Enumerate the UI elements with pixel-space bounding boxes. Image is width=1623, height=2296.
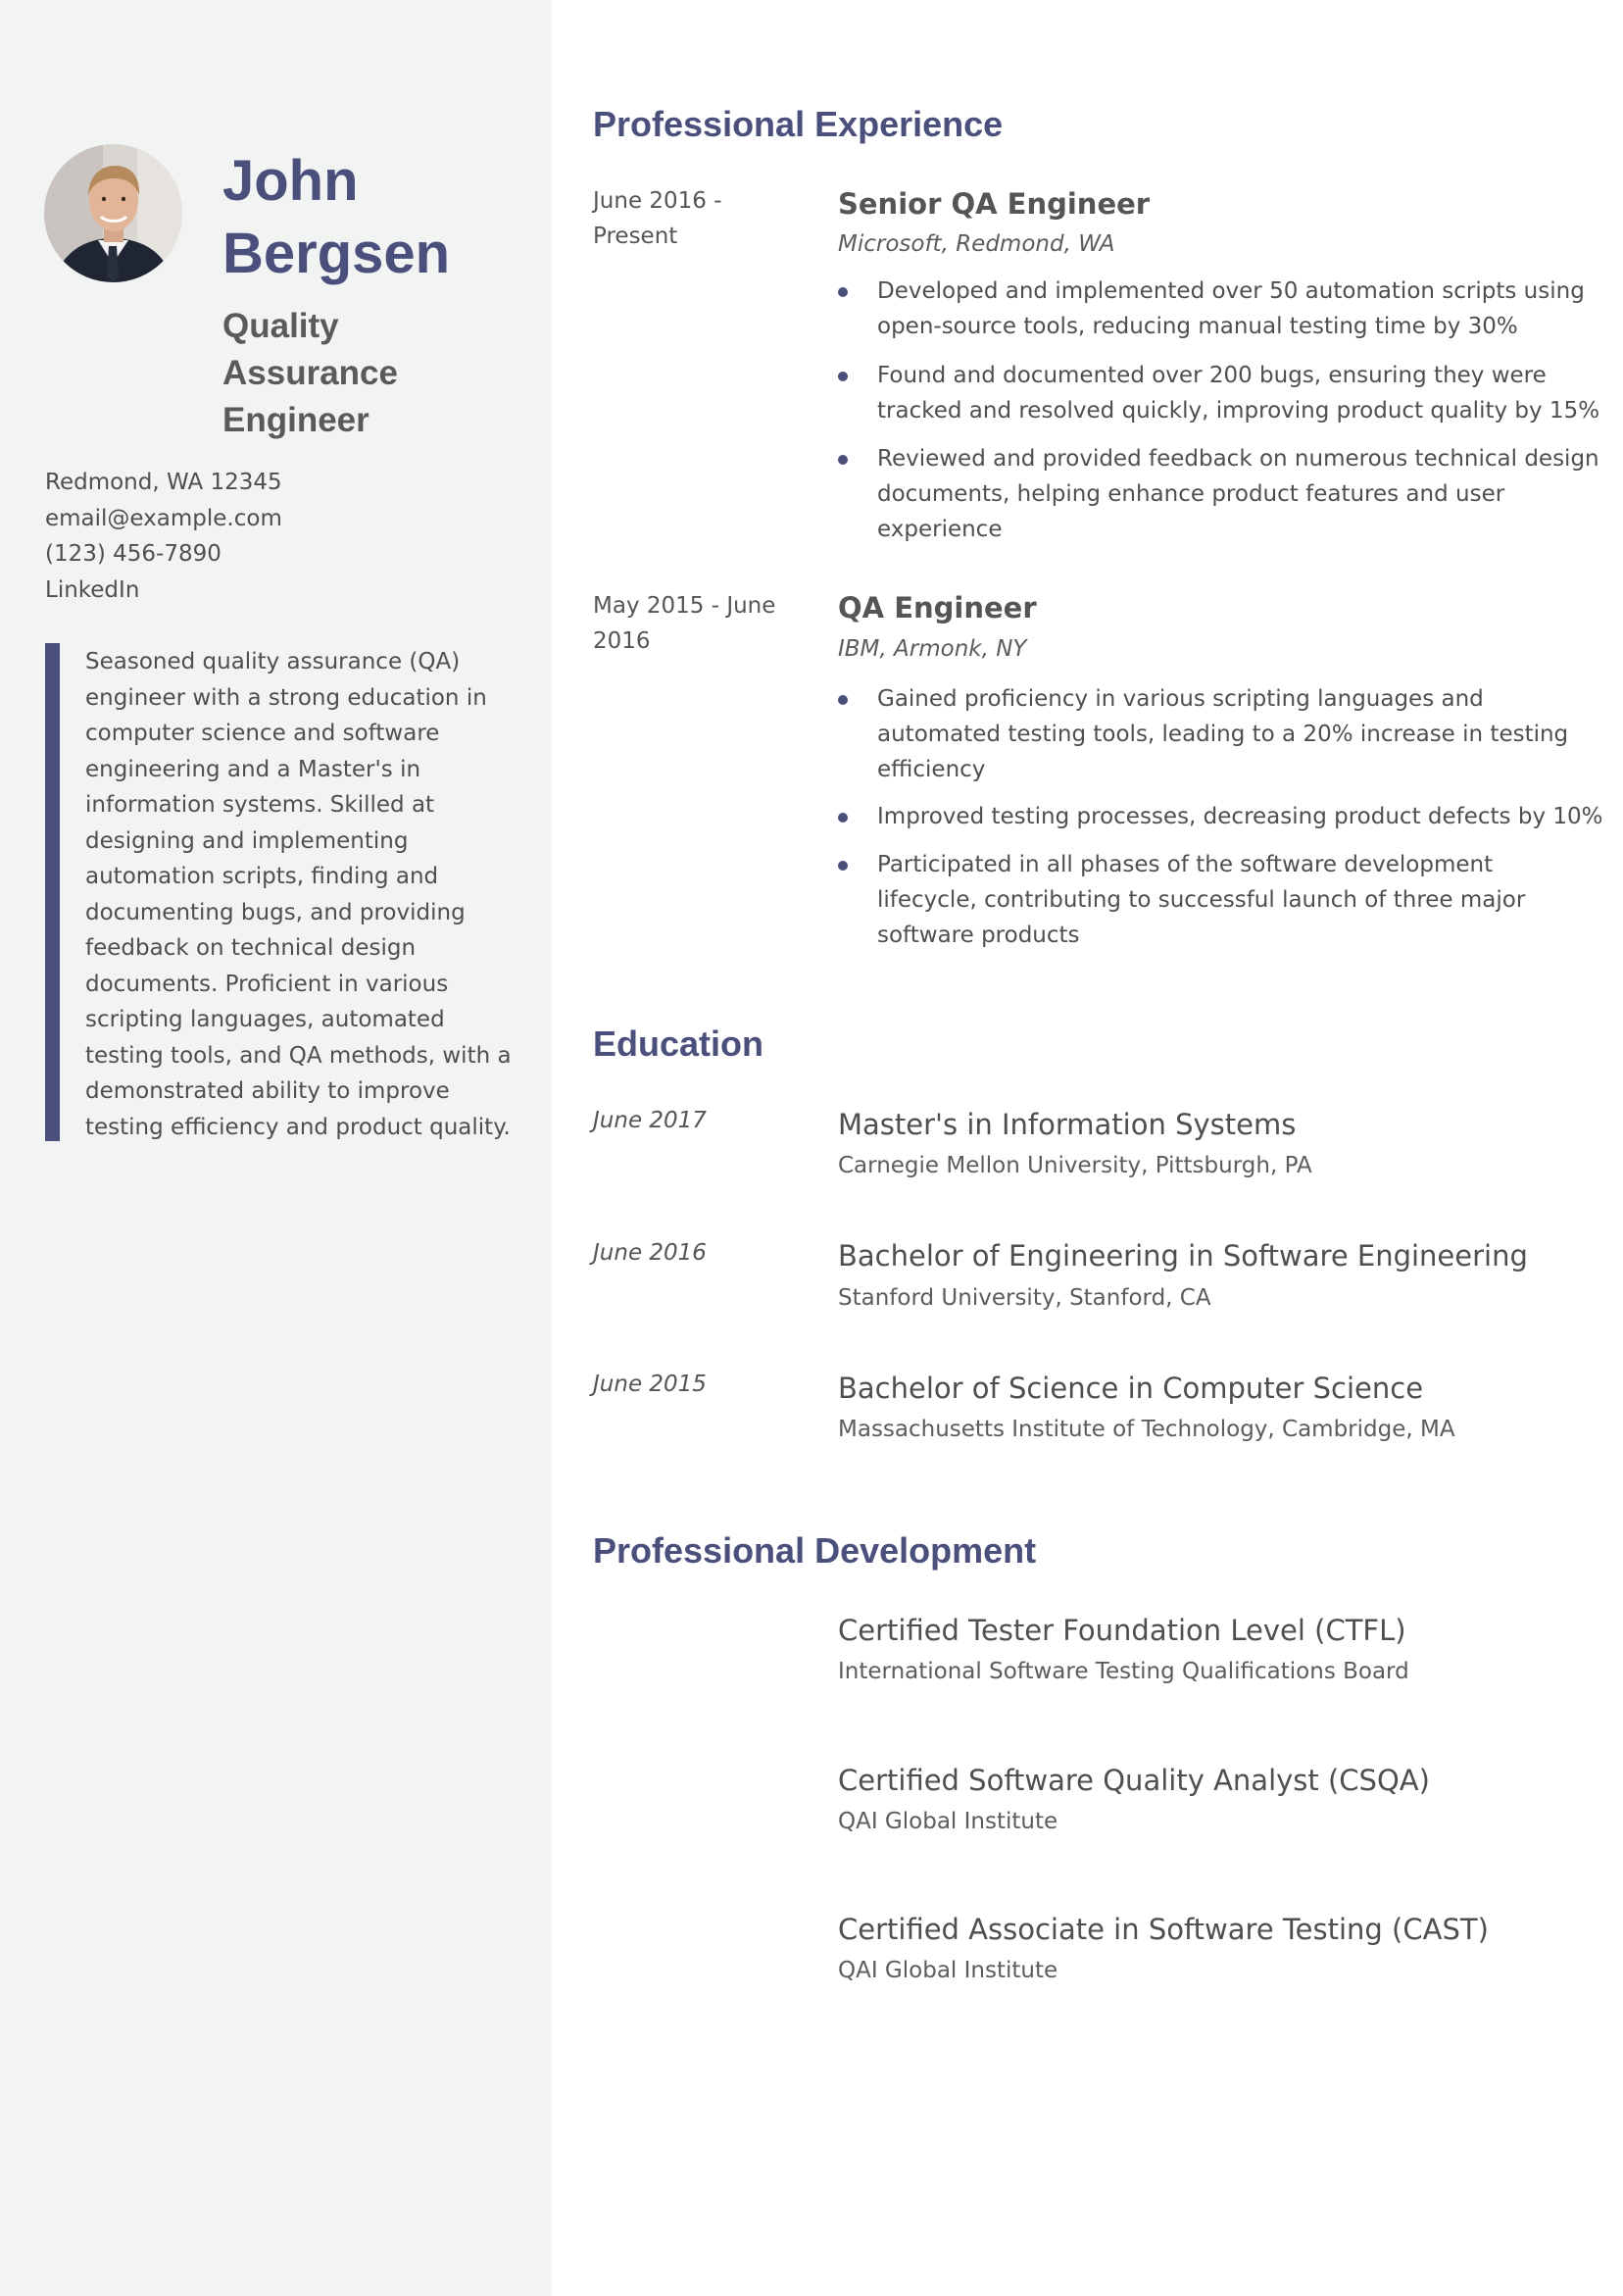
summary-line: demonstrated ability to improve	[85, 1078, 450, 1104]
person-name	[222, 145, 536, 290]
summary-line: automation scripts, finding and	[85, 864, 439, 889]
bullet-dot-icon	[838, 372, 848, 381]
bullet-line: Improved testing processes, decreasing product defects by 10%	[877, 804, 1603, 829]
bullet-line: efficiency	[877, 757, 986, 782]
contact-email[interactable]: email@example.com	[45, 505, 282, 531]
experience-date	[593, 183, 722, 254]
professional-summary	[85, 644, 516, 1145]
date-line: June 2015	[593, 1372, 707, 1397]
education-school: Carnegie Mellon University, Pittsburgh, PA	[838, 1153, 1312, 1178]
date-line: June 2016 -	[593, 188, 722, 214]
bullet-dot-icon	[838, 695, 848, 705]
summary-line: engineering and a Master's in	[85, 756, 421, 782]
education-date	[593, 1235, 707, 1271]
certification-issuer: QAI Global Institute	[838, 1958, 1058, 1983]
contact-location: Redmond, WA 12345	[45, 470, 282, 495]
education-school: Massachusetts Institute of Technology, Cambridge, MA	[838, 1417, 1455, 1442]
bullet-line: lifecycle, contributing to successful launch of three major	[877, 887, 1526, 913]
job-company: Microsoft, Redmond, WA	[838, 231, 1115, 257]
section-title-experience: Professional Experience	[593, 104, 1004, 144]
education-degree: Master's in Information Systems	[838, 1108, 1297, 1141]
job-role: Senior QA Engineer	[838, 187, 1151, 221]
profile-photo	[44, 144, 182, 282]
job-company: IBM, Armonk, NY	[838, 636, 1027, 662]
job-role: QA Engineer	[838, 591, 1037, 624]
first-name: John	[222, 149, 359, 213]
education-degree: Bachelor of Science in Computer Science	[838, 1372, 1424, 1405]
summary-line: designing and implementing	[85, 827, 409, 854]
bullet-dot-icon	[838, 861, 848, 871]
summary-accent-bar	[45, 643, 60, 1141]
education-date	[593, 1103, 707, 1138]
person-photo-icon	[44, 144, 182, 282]
bullet-dot-icon	[838, 455, 848, 465]
date-line: Present	[593, 224, 678, 249]
bullet-line: open-source tools, reducing manual testing time by 30%	[877, 314, 1518, 339]
experience-date	[593, 588, 775, 659]
summary-line: scripting languages, automated	[85, 1007, 445, 1032]
date-line: May 2015 - June	[593, 593, 776, 619]
certification-name: Certified Tester Foundation Level (CTFL)	[838, 1614, 1406, 1647]
bullet-line: Participated in all phases of the software development	[877, 852, 1494, 877]
contact-linkedin-link[interactable]: LinkedIn	[45, 576, 140, 603]
date-line: June 2016	[593, 1240, 707, 1266]
summary-line: documenting bugs, and providing	[85, 899, 466, 925]
bullet-line: Reviewed and provided feedback on numerous technical design	[877, 446, 1599, 472]
last-name: Bergsen	[222, 222, 451, 285]
date-line: 2016	[593, 628, 651, 654]
education-degree: Bachelor of Engineering in Software Engineering	[838, 1239, 1528, 1273]
certification-name: Certified Software Quality Analyst (CSQA)	[838, 1764, 1430, 1797]
summary-line: engineer with a strong education in	[85, 684, 487, 711]
bullet-line: Developed and implemented over 50 automation scripts using	[877, 278, 1585, 304]
bullet-line: documents, helping enhance product features and user	[877, 481, 1505, 507]
bullet-line: experience	[877, 517, 1003, 542]
summary-line: information systems. Skilled at	[85, 792, 435, 818]
certification-issuer: International Software Testing Qualifications Board	[838, 1659, 1409, 1684]
bullet-line: automated testing tools, leading to a 20% increase in testing	[877, 722, 1569, 747]
job-title-line: Assurance	[222, 354, 398, 392]
education-date	[593, 1367, 707, 1402]
section-title-development: Professional Development	[593, 1530, 1037, 1571]
job-title-line: Engineer	[222, 401, 369, 439]
bullet-line: Found and documented over 200 bugs, ensuring they were	[877, 363, 1547, 388]
summary-line: testing tools, and QA methods, with a	[85, 1042, 512, 1069]
section-title-education: Education	[593, 1023, 764, 1064]
summary-line: Seasoned quality assurance (QA)	[85, 649, 461, 674]
certification-issuer: QAI Global Institute	[838, 1809, 1058, 1834]
sidebar	[0, 0, 552, 2296]
job-title-line: Quality	[222, 307, 339, 345]
bullet-dot-icon	[838, 813, 848, 823]
date-line: June 2017	[593, 1108, 707, 1133]
job-title	[222, 303, 516, 444]
summary-line: computer science and software	[85, 721, 440, 746]
contact-info	[45, 465, 282, 608]
bullet-line: Gained proficiency in various scripting languages and	[877, 686, 1484, 712]
certification-name: Certified Associate in Software Testing (CAST)	[838, 1913, 1489, 1946]
bullet-line: software products	[877, 923, 1080, 948]
summary-line: testing efficiency and product quality.	[85, 1114, 511, 1140]
summary-line: documents. Proficient in various	[85, 971, 449, 997]
bullet-line: tracked and resolved quickly, improving product quality by 15%	[877, 398, 1600, 424]
summary-line: feedback on technical design	[85, 935, 417, 961]
education-school: Stanford University, Stanford, CA	[838, 1285, 1211, 1311]
bullet-dot-icon	[838, 287, 848, 297]
contact-phone: (123) 456-7890	[45, 541, 221, 567]
